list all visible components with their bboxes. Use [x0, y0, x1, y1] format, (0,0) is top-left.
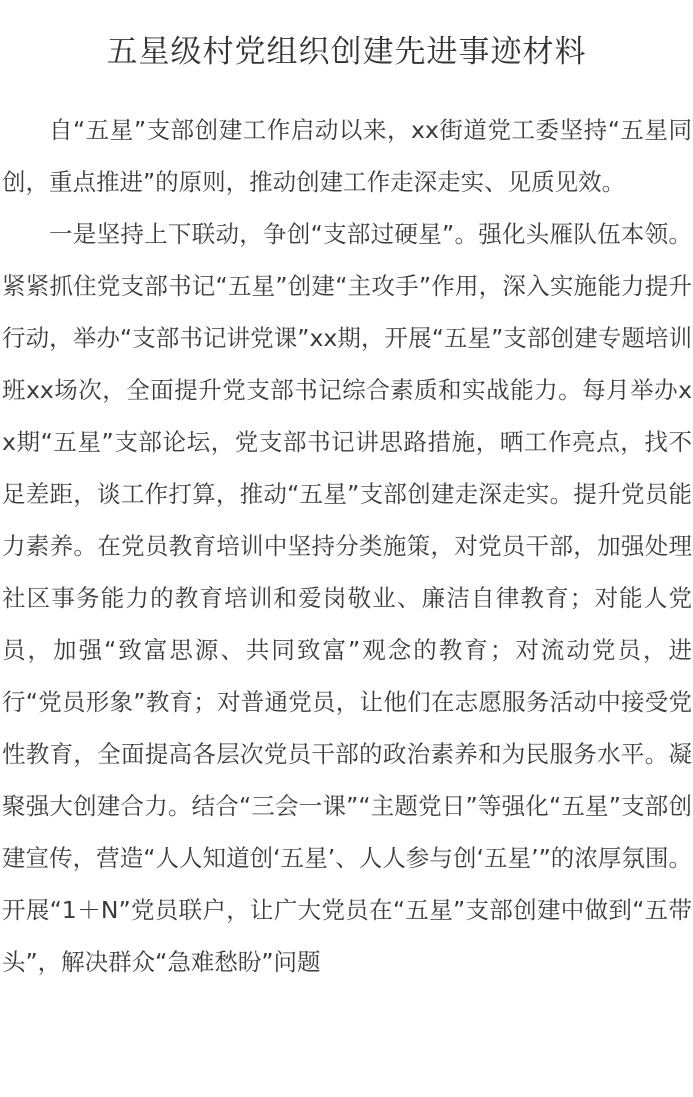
paragraph-section-one: 一是坚持上下联动，争创“支部过硬星”。强化头雁队伍本领。紧紧抓住党支部书记“五星”创建“主攻手”作用，深入实施能力提升行动，举办“支部书记讲党课”xx期，开展“五星”支部创建专题培训班xx场次，全面提升党支部书记综合素质和实战能力。每月举办xx期“五星”支部论坛，党支部书记讲思路措施，晒工作亮点，找不足差距，谈工作打算，推动“五星”支部创建走深走实。提升党员能力素养。在党员教育培训中坚持分类施策，对党员干部，加强处理社区事务能力的教育培训和爱岗敬业、廉洁自律教育；对能人党员，加强“致富思源、共同致富”观念的教育；对流动党员，进行“党员形象”教育；对普通党员，让他们在志愿服务活动中接受党性教育，全面提高各层次党员干部的政治素养和为民服务水平。凝聚强大创建合力。结合“三会一课”“主题党日”等强化“五星”支部创建宣传，营造“人人知道创‘五星’、人人参与创‘五星’”的浓厚氛围。开展“1＋N”党员联户，让广大党员在“五星”支部创建中做到“五带头”，解决群众“急难愁盼”问题: [2, 220, 692, 976]
document-body: [2, 104, 692, 988]
document-title: 五星级村党组织创建先进事迹材料: [106, 34, 587, 70]
paragraph-intro: 自“五星”支部创建工作启动以来，xx街道党工委坚持“五星同创，重点推进”的原则，推动创建工作走深走实、见质见效。: [2, 116, 692, 196]
